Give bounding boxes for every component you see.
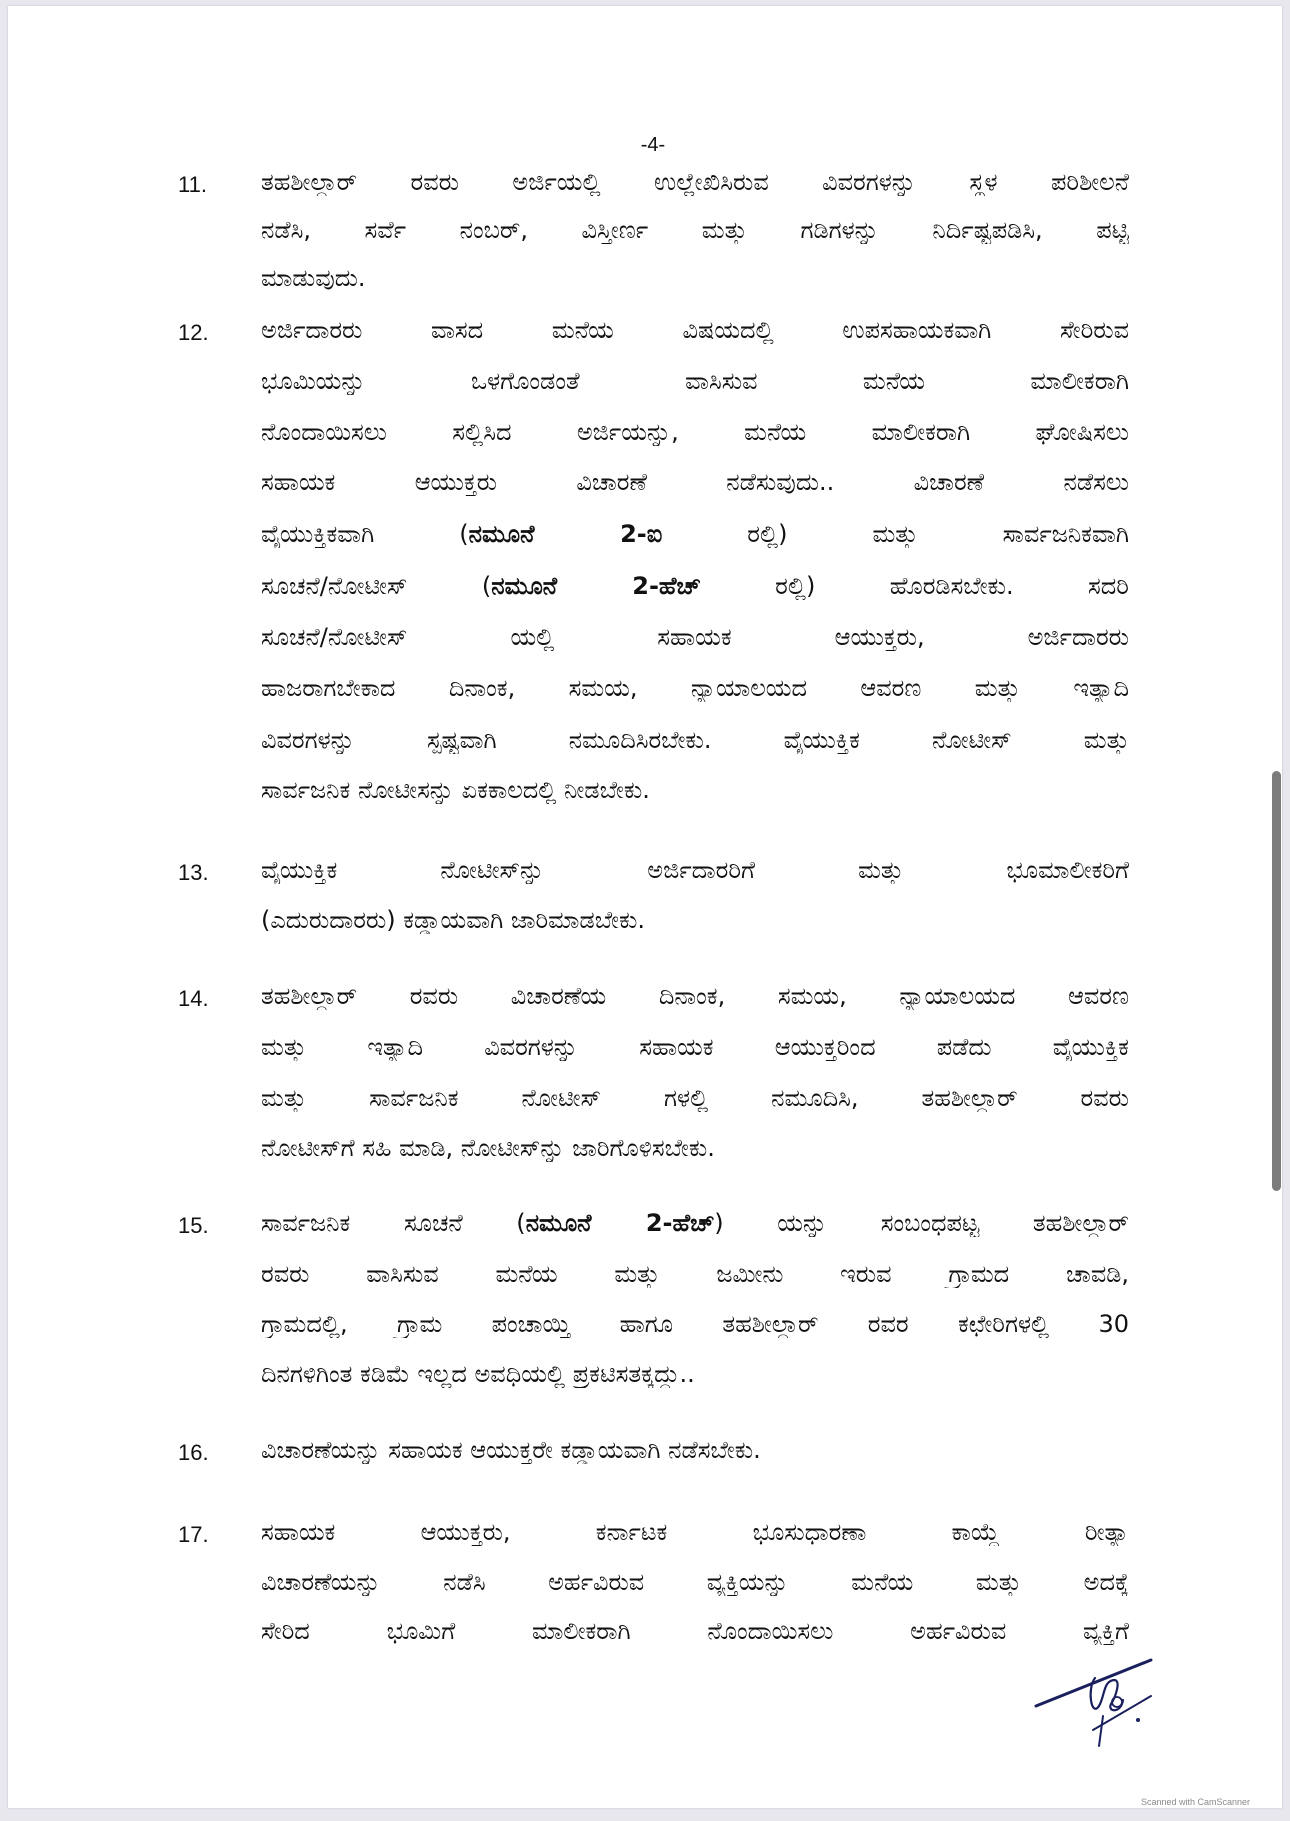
item-12-line: ಸೂಚನೆ/ನೋಟೀಸ್ ಯಲ್ಲಿ ಸಹಾಯಕ ಆಯುಕ್ತರು, ಅರ್ಜಿದಾರರು <box>261 623 1129 651</box>
camscanner-watermark: Scanned with CamScanner <box>1141 1797 1251 1807</box>
item-14-line: ತಹಶೀಲ್ದಾರ್ ರವರು ವಿಚಾರಣೆಯ ದಿನಾಂಕ, ಸಮಯ, ನ್ಯಾಯಾಲಯದ ಆವರಣ <box>261 982 1129 1010</box>
item-12-line: ಸಹಾಯಕ ಆಯುಕ್ತರು ವಿಚಾರಣೆ ನಡೆಸುವುದು.. ವಿಚಾರಣೆ ನಡೆಸಲು <box>261 468 1129 496</box>
item-number: 15. <box>178 1213 209 1238</box>
item-12-line: ಹಾಜರಾಗಬೇಕಾದ ದಿನಾಂಕ, ಸಮಯ, ನ್ಯಾಯಾಲಯದ ಆವರಣ ಮತ್ತು ಇತ್ಯಾದಿ <box>261 674 1129 702</box>
item-number: 16. <box>178 1440 209 1465</box>
item-14-line: ಮತ್ತು ಇತ್ಯಾದಿ ವಿವರಗಳನ್ನು ಸಹಾಯಕ ಆಯುಕ್ತರಿಂದ ಪಡೆದು ವೈಯುಕ್ತಿಕ <box>261 1033 1129 1061</box>
item-12-line: ವಿವರಗಳನ್ನು ಸ್ಪಷ್ಟವಾಗಿ ನಮೂದಿಸಿರಬೇಕು. ವೈಯುಕ್ತಿಕ ನೋಟೀಸ್ ಮತ್ತು <box>261 726 1129 754</box>
item-15-line: ಗ್ರಾಮದಲ್ಲಿ, ಗ್ರಾಮ ಪಂಚಾಯ್ತಿ ಹಾಗೂ ತಹಶೀಲ್ದಾರ್ ರವರ ಕಛೇರಿಗಳಲ್ಲಿ 30 <box>261 1310 1129 1338</box>
item-13-line: ವೈಯುಕ್ತಿಕ ನೋಟೀಸ್‌ನ್ನು ಅರ್ಜಿದಾರರಿಗೆ ಮತ್ತು ಭೂಮಾಲೀಕರಿಗೆ <box>261 856 1129 884</box>
item-11-line: ನಡೆಸಿ, ಸರ್ವೆ ನಂಬರ್, ವಿಸ್ತೀರ್ಣ ಮತ್ತು ಗಡಿಗಳನ್ನು ನಿರ್ದಿಷ್ಟಪಡಿಸಿ, ಪಟ್ಟಿ <box>261 216 1129 244</box>
item-15-line: ರವರು ವಾಸಿಸುವ ಮನೆಯ ಮತ್ತು ಜಮೀನು ಇರುವ ಗ್ರಾಮದ ಚಾವಡಿ, <box>261 1260 1129 1288</box>
signature-stroke <box>1099 1716 1103 1746</box>
text-segment: ಸಾರ್ವಜನಿಕ ಸೂಚನೆ ( <box>261 1209 526 1237</box>
form-reference: ನಮೂನೆ 2-ಹೆಚ್ <box>491 572 701 600</box>
item-14-line: ನೋಟೀಸ್‌ಗೆ ಸಹಿ ಮಾಡಿ, ನೋಟೀಸ್‌ನ್ನು ಜಾರಿಗೊಳಿಸಬೇಕು. <box>261 1134 715 1162</box>
item-number: 12. <box>178 320 209 345</box>
item-12-line: ಅರ್ಜಿದಾರರು ವಾಸದ ಮನೆಯ ವಿಷಯದಲ್ಲಿ ಉಪಸಹಾಯಕವಾಗಿ ಸೇರಿರುವ <box>261 316 1129 344</box>
item-number: 11. <box>178 172 207 197</box>
item-12-line <box>261 572 1129 600</box>
vertical-scrollbar[interactable] <box>1272 771 1281 1191</box>
text-segment: ಸೂಚನೆ/ನೋಟೀಸ್ ( <box>261 572 492 600</box>
form-reference: ನಮೂನೆ 2-ಹೆಚ್ <box>525 1209 715 1237</box>
item-number: 14. <box>178 986 209 1011</box>
item-15-line <box>261 1209 1129 1237</box>
item-13-line: (ಎದುರುದಾರರು) ಕಡ್ಡಾಯವಾಗಿ ಜಾರಿಮಾಡಬೇಕು. <box>261 906 646 934</box>
item-12-line: ಸಾರ್ವಜನಿಕ ನೋಟೀಸನ್ನು ಏಕಕಾಲದಲ್ಲಿ ನೀಡಬೇಕು. <box>261 776 650 804</box>
signature-dot <box>1136 1718 1140 1722</box>
item-17-line: ವಿಚಾರಣೆಯನ್ನು ನಡೆಸಿ ಅರ್ಹವಿರುವ ವ್ಯಕ್ತಿಯನ್ನು ಮನೆಯ ಮತ್ತು ಅದಕ್ಕೆ <box>261 1568 1129 1596</box>
item-15-line: ದಿನಗಳಿಗಿಂತ ಕಡಿಮೆ ಇಲ್ಲದ ಅವಧಿಯಲ್ಲಿ ಪ್ರಕಟಿಸತಕ್ಕದ್ದು.. <box>261 1360 695 1388</box>
item-17-line: ಸೇರಿದ ಭೂಮಿಗೆ ಮಾಲೀಕರಾಗಿ ನೊಂದಾಯಿಸಲು ಅರ್ಹವಿರುವ ವ್ಯಕ್ತಿಗೆ <box>261 1617 1129 1645</box>
text-segment: ) ಯನ್ನು ಸಂಬಂಧಪಟ್ಟ ತಹಶೀಲ್ದಾರ್ <box>714 1209 1129 1237</box>
item-12-line: ಭೂಮಿಯನ್ನು ಒಳಗೊಂಡಂತೆ ವಾಸಿಸುವ ಮನೆಯ ಮಾಲೀಕರಾಗಿ <box>261 367 1129 395</box>
signature <box>1033 1658 1163 1763</box>
document-page <box>8 6 1282 1808</box>
item-11-line: ಮಾಡುವುದು. <box>261 264 366 292</box>
item-number: 13. <box>178 860 209 885</box>
text-segment: ವೈಯುಕ್ತಿಕವಾಗಿ ( <box>261 520 469 548</box>
text-segment: ರಲ್ಲಿ) ಮತ್ತು ಸಾರ್ವಜನಿಕವಾಗಿ <box>662 520 1129 548</box>
item-16-line: ವಿಚಾರಣೆಯನ್ನು ಸಹಾಯಕ ಆಯುಕ್ತರೇ ಕಡ್ಡಾಯವಾಗಿ ನಡೆಸಬೇಕು. <box>261 1436 761 1464</box>
item-14-line: ಮತ್ತು ಸಾರ್ವಜನಿಕ ನೋಟೀಸ್ ಗಳಲ್ಲಿ ನಮೂದಿಸಿ, ತಹಶೀಲ್ದಾರ್ ರವರು <box>261 1084 1129 1112</box>
form-reference: ನಮೂನೆ 2-ಐ <box>468 520 663 548</box>
page-number: -4- <box>640 134 666 156</box>
item-12-line <box>261 520 1129 548</box>
item-17-line: ಸಹಾಯಕ ಆಯುಕ್ತರು, ಕರ್ನಾಟಕ ಭೂಸುಧಾರಣಾ ಕಾಯ್ದೆ ರೀತ್ಯಾ <box>261 1518 1129 1546</box>
text-segment: ರಲ್ಲಿ) ಹೊರಡಿಸಬೇಕು. ಸದರಿ <box>700 572 1129 600</box>
item-number: 17. <box>178 1522 209 1547</box>
item-11-line: ತಹಶೀಲ್ದಾರ್ ರವರು ಅರ್ಜಿಯಲ್ಲಿ ಉಲ್ಲೇಖಿಸಿರುವ ವಿವರಗಳನ್ನು ಸ್ಥಳ ಪರಿಶೀಲನೆ <box>261 168 1129 196</box>
item-12-line: ನೊಂದಾಯಿಸಲು ಸಲ್ಲಿಸಿದ ಅರ್ಜಿಯನ್ನು, ಮನೆಯ ಮಾಲೀಕರಾಗಿ ಘೋಷಿಸಲು <box>261 418 1129 446</box>
